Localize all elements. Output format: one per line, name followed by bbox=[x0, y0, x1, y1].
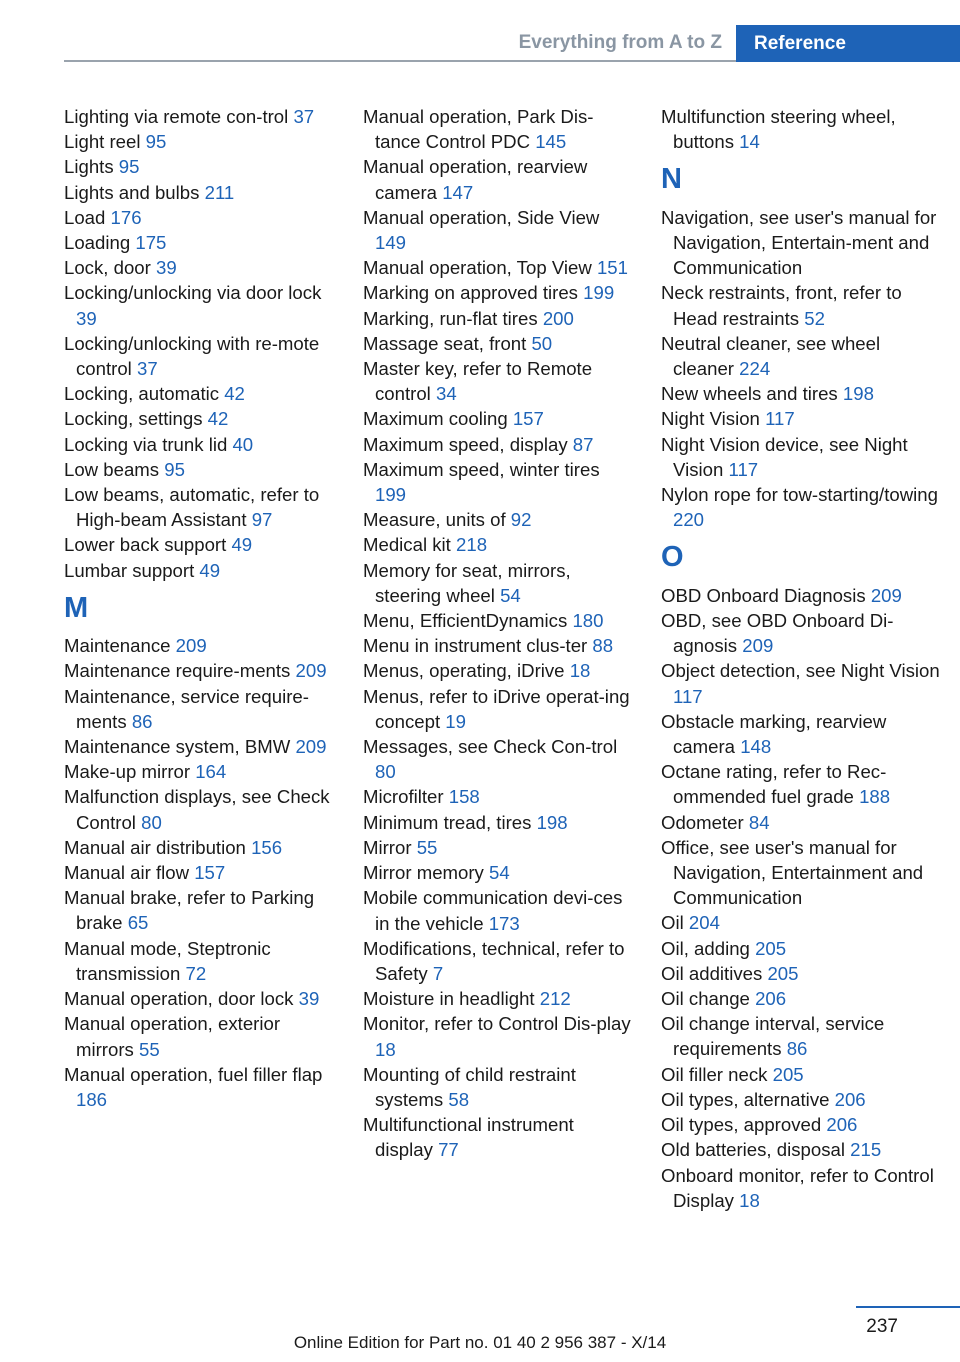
index-entry bbox=[363, 835, 635, 860]
index-entry-term: Onboard monitor, refer to Control Display bbox=[661, 1164, 934, 1211]
index-page-link[interactable]: 205 bbox=[755, 937, 787, 959]
index-entry-term: Menus, operating, iDrive bbox=[363, 660, 565, 682]
index-entry-term: Lower back support bbox=[64, 534, 227, 556]
index-page-link[interactable]: 42 bbox=[207, 408, 229, 430]
index-entry-term: Night Vision bbox=[661, 408, 760, 430]
index-page-link[interactable]: 95 bbox=[145, 131, 167, 153]
index-page-link[interactable]: 77 bbox=[438, 1139, 459, 1161]
index-entry bbox=[661, 910, 941, 935]
index-page-link[interactable]: 65 bbox=[127, 912, 149, 934]
index-entry-term: Locking/unlocking via door lock bbox=[64, 282, 322, 304]
index-entry-term: Monitor, refer to Control Dis‐play bbox=[363, 1013, 631, 1035]
index-entry bbox=[64, 860, 336, 885]
index-page-link[interactable]: 18 bbox=[569, 660, 591, 682]
index-page-link[interactable]: 209 bbox=[870, 584, 902, 606]
index-entry-term: Load bbox=[64, 206, 106, 228]
index-page-link[interactable]: 218 bbox=[456, 534, 488, 556]
index-page-link[interactable]: 206 bbox=[755, 988, 787, 1010]
index-page-link[interactable]: 37 bbox=[293, 106, 315, 127]
index-page-link[interactable]: 175 bbox=[135, 232, 167, 254]
index-entry-term: Locking, automatic bbox=[64, 383, 220, 405]
index-entry bbox=[661, 482, 941, 532]
index-entry bbox=[363, 784, 635, 809]
index-page-link[interactable]: 117 bbox=[673, 685, 703, 707]
index-entry-term: Lumbar support bbox=[64, 559, 195, 581]
index-page-link[interactable]: 80 bbox=[375, 761, 396, 783]
index-page-link[interactable]: 18 bbox=[375, 1038, 396, 1060]
index-entry bbox=[64, 658, 336, 683]
index-entry-term: Lock, door bbox=[64, 257, 151, 279]
index-entry bbox=[64, 255, 336, 280]
index-entry-term: Modifications, technical, refer to Safety bbox=[363, 937, 625, 984]
index-entry bbox=[661, 205, 941, 281]
index-entry-term: Master key, refer to Remote control bbox=[363, 358, 593, 405]
index-page-link[interactable]: 52 bbox=[804, 307, 825, 329]
index-page-link[interactable]: 212 bbox=[539, 988, 571, 1010]
index-letter-heading: N bbox=[661, 163, 682, 196]
index-entry bbox=[661, 1087, 941, 1112]
index-entry bbox=[661, 331, 941, 381]
index-entry-term: Maintenance, service require‐ments bbox=[64, 685, 309, 732]
index-page-link[interactable]: 42 bbox=[224, 383, 245, 405]
index-page-link[interactable]: 156 bbox=[251, 836, 283, 858]
index-page-link[interactable]: 205 bbox=[767, 962, 799, 984]
index-entry-term: Multifunction steering wheel, buttons bbox=[661, 106, 896, 153]
index-entry bbox=[363, 104, 635, 154]
index-page-link[interactable]: 186 bbox=[76, 1088, 108, 1110]
index-page-link[interactable]: 55 bbox=[139, 1038, 160, 1060]
index-entry bbox=[363, 205, 635, 255]
index-page-link[interactable]: 92 bbox=[510, 509, 532, 531]
footer-rule bbox=[856, 1306, 960, 1308]
index-entry bbox=[64, 684, 336, 734]
index-entry-term: Marking, run-flat tires bbox=[363, 307, 538, 329]
index-entry bbox=[363, 255, 635, 280]
index-page-link[interactable]: 58 bbox=[448, 1088, 470, 1110]
index-entry bbox=[363, 936, 635, 986]
index-entry-term: Mirror memory bbox=[363, 862, 484, 884]
index-entry bbox=[661, 986, 941, 1011]
index-letter-heading: M bbox=[64, 591, 89, 624]
index-entry-term: Menus, refer to iDrive operat‐ing concept bbox=[363, 685, 630, 732]
index-entry bbox=[363, 633, 635, 658]
index-page-link[interactable]: 199 bbox=[583, 282, 615, 304]
index-entry bbox=[64, 558, 336, 583]
index-entry-term: Navigation, see user's manual for Navigation, Entertain‐ment and Communication bbox=[661, 206, 937, 279]
index-page-link[interactable]: 88 bbox=[592, 635, 614, 657]
index-page-link[interactable]: 37 bbox=[136, 358, 158, 380]
index-page-link[interactable]: 200 bbox=[542, 307, 574, 329]
index-page-link[interactable]: 49 bbox=[231, 534, 253, 556]
index-entry bbox=[64, 1062, 336, 1112]
index-entry bbox=[661, 759, 941, 809]
index-page-link[interactable]: 18 bbox=[739, 1189, 760, 1211]
index-page-link[interactable]: 147 bbox=[442, 181, 474, 203]
index-entry bbox=[661, 936, 941, 961]
index-page-link[interactable]: 72 bbox=[185, 962, 207, 984]
index-entry bbox=[661, 1062, 941, 1087]
index-entry-term: Odometer bbox=[661, 811, 744, 833]
index-entry-term: Night Vision device, see Night Vision bbox=[661, 433, 908, 480]
index-entry bbox=[363, 810, 635, 835]
index-entry-term: Loading bbox=[64, 232, 131, 254]
index-entry-term: Measure, units of bbox=[363, 509, 506, 531]
index-entry bbox=[64, 835, 336, 860]
index-page-link[interactable]: 49 bbox=[199, 559, 221, 581]
index-entry-term: Old batteries, disposal bbox=[661, 1139, 845, 1161]
index-page-link[interactable]: 34 bbox=[435, 383, 457, 405]
index-entry bbox=[363, 658, 635, 683]
index-entry bbox=[64, 532, 336, 557]
index-entry-term: Oil, adding bbox=[661, 937, 750, 959]
index-entry-term: Minimum tread, tires bbox=[363, 811, 532, 833]
index-entry-term: Low beams, automatic, refer to High-beam Assistant bbox=[64, 484, 320, 531]
index-entry bbox=[363, 734, 635, 784]
index-entry-term: Mounting of child restraint systems bbox=[363, 1063, 576, 1110]
index-entry-term: Manual operation, exterior mirrors bbox=[64, 1013, 281, 1060]
index-entry-term: Maximum speed, display bbox=[363, 433, 568, 455]
index-page-link[interactable]: 40 bbox=[232, 433, 254, 455]
index-page-link[interactable]: 157 bbox=[194, 862, 226, 884]
index-entry-term: Manual operation, fuel filler flap bbox=[64, 1063, 323, 1085]
index-page-link[interactable]: 145 bbox=[535, 131, 567, 153]
index-page-link[interactable]: 209 bbox=[295, 660, 327, 682]
index-entry-term: Oil types, approved bbox=[661, 1114, 822, 1136]
index-entry-term: Manual operation, Park Dis‐tance Control PDC bbox=[363, 106, 594, 153]
index-entry bbox=[64, 331, 336, 381]
index-page-link[interactable]: 198 bbox=[536, 811, 568, 833]
index-entry-term: Obstacle marking, rearview camera bbox=[661, 710, 887, 758]
index-page-link[interactable]: 7 bbox=[432, 962, 444, 984]
index-entry-term: Medical kit bbox=[363, 534, 451, 556]
index-column-1 bbox=[64, 104, 336, 1112]
index-page-link[interactable]: 151 bbox=[596, 257, 628, 279]
index-entry bbox=[64, 482, 336, 532]
index-entry bbox=[661, 835, 941, 911]
index-entry-term: Neck restraints, front, refer to Head restraints bbox=[661, 282, 902, 329]
index-entry bbox=[363, 154, 635, 204]
index-page-link[interactable]: 209 bbox=[742, 635, 774, 657]
index-entry bbox=[661, 381, 941, 406]
index-entry bbox=[64, 129, 336, 154]
index-entry bbox=[661, 280, 941, 330]
index-entry bbox=[64, 885, 336, 935]
index-entry bbox=[661, 1011, 941, 1061]
index-entry-term: Mirror bbox=[363, 836, 412, 858]
index-entry-term: Locking via trunk lid bbox=[64, 433, 228, 455]
index-entry bbox=[64, 180, 336, 205]
index-entry-term: Manual operation, rearview camera bbox=[363, 156, 588, 203]
index-entry bbox=[64, 154, 336, 179]
index-page-link[interactable]: 158 bbox=[448, 786, 480, 808]
index-entry-term: Memory for seat, mirrors, steering wheel bbox=[363, 559, 571, 606]
index-entry-term: Mobile communication devi‐ces in the vehicle bbox=[363, 887, 623, 934]
index-entry bbox=[661, 583, 941, 608]
index-page-link[interactable]: 86 bbox=[786, 1038, 808, 1060]
index-page-link[interactable]: 220 bbox=[673, 509, 705, 531]
index-entry-term: Nylon rope for tow-starting/towing bbox=[661, 484, 938, 506]
index-entry-term: Maintenance bbox=[64, 635, 171, 657]
index-entry-term: New wheels and tires bbox=[661, 383, 838, 405]
index-entry-term: Oil types, alternative bbox=[661, 1088, 830, 1110]
index-page-link[interactable]: 180 bbox=[572, 610, 604, 632]
index-page-link[interactable]: 209 bbox=[295, 736, 327, 758]
index-entry bbox=[363, 331, 635, 356]
index-entry bbox=[64, 381, 336, 406]
index-entry bbox=[64, 230, 336, 255]
index-page-link[interactable]: 95 bbox=[164, 458, 185, 480]
index-entry bbox=[363, 986, 635, 1011]
index-entry-term: Neutral cleaner, see wheel cleaner bbox=[661, 332, 881, 380]
index-entry bbox=[363, 1011, 635, 1061]
header-chapter-tab: Reference bbox=[736, 25, 960, 62]
index-entry bbox=[363, 684, 635, 734]
index-entry-term: Maximum cooling bbox=[363, 408, 508, 430]
index-page-link[interactable]: 39 bbox=[298, 988, 320, 1010]
index-entry-term: Multifunctional instrument display bbox=[363, 1114, 574, 1161]
index-entry bbox=[64, 406, 336, 431]
index-entry bbox=[363, 432, 635, 457]
index-entry bbox=[363, 860, 635, 885]
index-page-link[interactable]: 97 bbox=[251, 509, 273, 531]
index-page-link[interactable]: 86 bbox=[131, 710, 153, 732]
index-entry bbox=[64, 986, 336, 1011]
index-page-link[interactable]: 87 bbox=[572, 433, 594, 455]
index-entry bbox=[661, 810, 941, 835]
index-entry-term: Maintenance system, BMW bbox=[64, 736, 291, 758]
index-page-link[interactable]: 54 bbox=[500, 584, 521, 606]
header-section-title: Everything from A to Z bbox=[518, 32, 722, 53]
index-entry-term: Office, see user's manual for Navigation, Entertainment and Communication bbox=[661, 836, 924, 909]
index-page-link[interactable]: 157 bbox=[512, 408, 544, 430]
index-entry bbox=[363, 280, 635, 305]
index-entry bbox=[363, 532, 635, 557]
index-page-link[interactable]: 14 bbox=[739, 131, 760, 153]
index-entry bbox=[661, 432, 941, 482]
index-entry-term: Manual air distribution bbox=[64, 836, 246, 858]
index-entry bbox=[64, 633, 336, 658]
index-entry-term: Malfunction displays, see Check Control bbox=[64, 786, 330, 833]
index-page-link[interactable]: 199 bbox=[375, 484, 407, 506]
index-entry bbox=[363, 356, 635, 406]
index-entry-term: Manual air flow bbox=[64, 862, 190, 884]
index-page-link[interactable]: 117 bbox=[728, 458, 759, 480]
index-page-link[interactable]: 164 bbox=[195, 761, 227, 783]
index-entry-term: Massage seat, front bbox=[363, 332, 527, 354]
index-entry bbox=[661, 709, 941, 759]
index-page-link[interactable]: 148 bbox=[740, 736, 772, 758]
index-entry bbox=[661, 961, 941, 986]
index-entry bbox=[661, 1163, 941, 1213]
index-page-link[interactable]: 224 bbox=[739, 358, 771, 380]
index-entry bbox=[363, 1062, 635, 1112]
index-page-link[interactable]: 188 bbox=[859, 786, 891, 808]
index-page-link[interactable]: 209 bbox=[175, 635, 207, 657]
index-entry bbox=[64, 280, 336, 330]
index-entry-term: Make-up mirror bbox=[64, 761, 191, 783]
index-column-2 bbox=[363, 104, 635, 1163]
index-entry bbox=[64, 432, 336, 457]
index-page-link[interactable]: 39 bbox=[76, 307, 97, 329]
index-entry bbox=[661, 406, 941, 431]
index-entry bbox=[64, 457, 336, 482]
index-entry-term: Lights and bulbs bbox=[64, 181, 200, 203]
index-page-link[interactable]: 55 bbox=[416, 836, 438, 858]
index-entry-term: Oil filler neck bbox=[661, 1063, 768, 1085]
index-entry bbox=[363, 406, 635, 431]
index-page-link[interactable]: 50 bbox=[531, 332, 553, 354]
index-entry bbox=[64, 784, 336, 834]
index-entry-term: Oil change bbox=[661, 988, 750, 1010]
index-entry-term: Lights bbox=[64, 156, 114, 178]
index-entry-term: Locking/unlocking with re‐mote control bbox=[64, 332, 320, 380]
index-letter-heading: O bbox=[661, 541, 684, 574]
index-entry bbox=[363, 1112, 635, 1162]
index-column-3 bbox=[661, 104, 941, 1213]
index-entry-term: Locking, settings bbox=[64, 408, 203, 430]
index-entry bbox=[64, 936, 336, 986]
index-entry-term: Manual operation, Top View bbox=[363, 257, 592, 279]
index-entry bbox=[363, 558, 635, 608]
index-page-link[interactable]: 206 bbox=[834, 1088, 866, 1110]
index-entry bbox=[661, 1137, 941, 1162]
index-page-link[interactable]: 84 bbox=[748, 811, 770, 833]
index-entry bbox=[64, 759, 336, 784]
index-entry bbox=[661, 1112, 941, 1137]
index-page-link[interactable]: 206 bbox=[826, 1114, 858, 1136]
index-entry-term: OBD, see OBD Onboard Di‐agnosis bbox=[661, 610, 894, 657]
index-entry bbox=[661, 658, 941, 708]
index-page-link[interactable]: 54 bbox=[489, 862, 510, 884]
index-entry-term: Oil bbox=[661, 912, 684, 934]
index-entry bbox=[64, 205, 336, 230]
index-page-link[interactable]: 95 bbox=[118, 156, 140, 178]
index-page-link[interactable]: 205 bbox=[772, 1063, 804, 1085]
index-entry-term: Manual brake, refer to Parking brake bbox=[64, 887, 315, 934]
index-entry bbox=[64, 734, 336, 759]
index-entry-term: Moisture in headlight bbox=[363, 988, 535, 1010]
index-entry-term: Object detection, see Night Vision bbox=[661, 660, 940, 682]
index-entry-term: Manual operation, door lock bbox=[64, 988, 294, 1010]
index-entry-term: Manual mode, Steptronic transmission bbox=[64, 937, 271, 984]
index-entry-term: Maximum speed, winter tires bbox=[363, 458, 600, 480]
index-entry bbox=[363, 507, 635, 532]
index-page-link[interactable]: 39 bbox=[156, 257, 177, 279]
index-page-link[interactable]: 215 bbox=[850, 1139, 882, 1161]
index-entry bbox=[64, 104, 336, 129]
edition-footer: Online Edition for Part no. 01 40 2 956 387 - X/14 bbox=[293, 1333, 667, 1352]
index-entry-term: Marking on approved tires bbox=[363, 282, 578, 304]
index-entry bbox=[661, 608, 941, 658]
index-entry-term: Messages, see Check Con‐trol bbox=[363, 736, 618, 758]
page-number: 237 bbox=[866, 1316, 898, 1337]
index-entry-term: Low beams bbox=[64, 458, 160, 480]
index-entry-term: Menu, EfficientDynamics bbox=[363, 610, 568, 632]
index-entry-term: Lighting via remote con‐trol bbox=[64, 106, 289, 127]
index-page-link[interactable]: 204 bbox=[688, 912, 720, 934]
index-entry-term: Oil additives bbox=[661, 962, 763, 984]
index-page-link[interactable]: 176 bbox=[110, 206, 142, 228]
index-page-link[interactable]: 211 bbox=[204, 181, 235, 203]
index-entry-term: OBD Onboard Diagnosis bbox=[661, 584, 866, 606]
index-entry-term: Octane rating, refer to Rec‐ommended fuel grade bbox=[661, 761, 887, 808]
index-entry-term: Maintenance require‐ments bbox=[64, 660, 291, 682]
index-entry bbox=[661, 104, 941, 154]
index-entry-term: Light reel bbox=[64, 131, 141, 153]
index-entry bbox=[363, 306, 635, 331]
index-entry-term: Microfilter bbox=[363, 786, 444, 808]
index-entry bbox=[64, 1011, 336, 1061]
index-entry-term: Manual operation, Side View bbox=[363, 206, 600, 228]
index-entry-term: Menu in instrument clus‐ter bbox=[363, 635, 588, 657]
index-page-link[interactable]: 198 bbox=[842, 383, 874, 405]
index-entry bbox=[363, 885, 635, 935]
index-entry-term: Oil change interval, service requirements bbox=[661, 1013, 885, 1060]
index-page-link[interactable]: 117 bbox=[765, 408, 795, 430]
index-entry bbox=[363, 457, 635, 507]
index-page-link[interactable]: 80 bbox=[141, 811, 162, 833]
index-page-link[interactable]: 173 bbox=[488, 912, 520, 934]
index-page-link[interactable]: 149 bbox=[375, 232, 407, 254]
index-entry bbox=[363, 608, 635, 633]
index-page-link[interactable]: 19 bbox=[445, 710, 466, 732]
